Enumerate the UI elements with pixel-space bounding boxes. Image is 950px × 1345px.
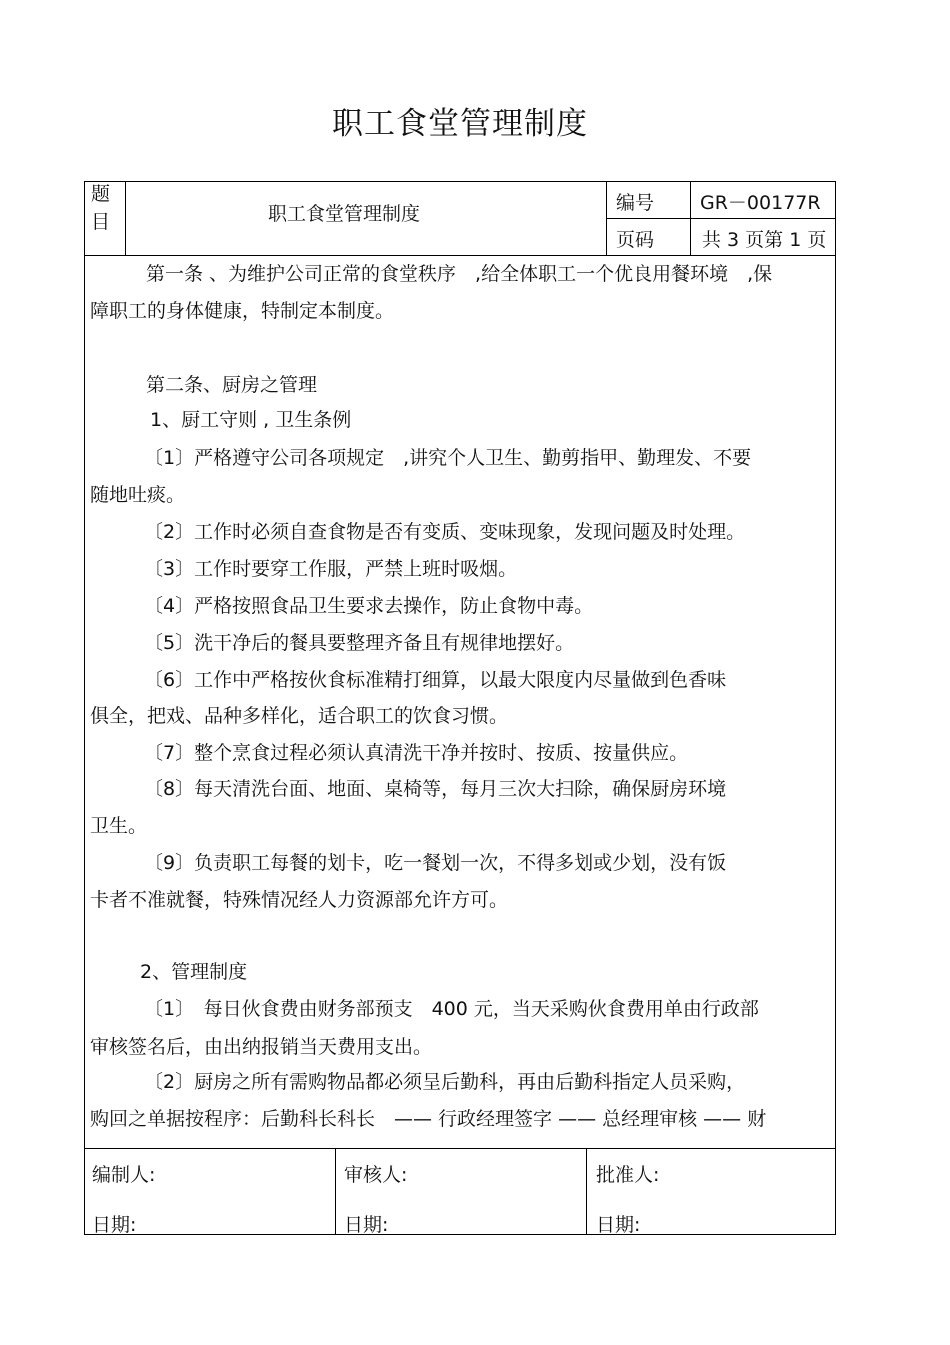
body-line: 审核签名后，由出纳报销当天费用支出。 [90,1036,433,1058]
body-line: 〔3〕工作时要穿工作服，严禁上班时吸烟。 [144,558,518,580]
body-line: 第二条、厨房之管理 [146,374,318,396]
body-line: 卫生。 [90,815,148,837]
page-value: 共 3 页第 1 页 [702,229,827,251]
header-col-divider-3 [690,181,691,255]
body-line: 卡者不准就餐，特殊情况经人力资源部允许方可。 [90,889,509,911]
footer-top-border [84,1148,836,1149]
header-divider-number-page [606,218,836,219]
approved-date-label: 日期: [596,1214,641,1236]
body-line: 〔1〕 每日伙食费由财务部预支 400 元，当天采购伙食费用单由行政部 [144,998,759,1020]
subject-label-line2: 目 [91,211,111,233]
body-line: 第一条 、为维护公司正常的食堂秩序 ,给全体职工一个优良用餐环境 ,保 [146,263,773,285]
footer-col-divider-1 [335,1148,336,1235]
footer-col-divider-2 [586,1148,587,1235]
body-line: 障职工的身体健康，特制定本制度。 [90,300,395,322]
body-line: 〔2〕工作时必须自查食物是否有变质、变味现象，发现问题及时处理。 [144,521,746,543]
body-line: 〔7〕整个烹食过程必须认真清洗干净并按时、按质、按量供应。 [144,742,689,764]
subject-label-line1: 题 [91,183,111,205]
header-col-divider-2 [606,181,607,255]
body-line: 俱全，把戏、品种多样化，适合职工的饮食习惯。 [90,705,509,727]
body-line: 〔8〕每天清洗台面、地面、桌椅等，每月三次大扫除，确保厨房环境 [144,778,727,800]
approved-by-label: 批准人: [596,1164,660,1186]
page-label: 页码 [616,229,655,251]
number-value: GR－00177R [700,192,821,214]
body-line: 〔6〕工作中严格按伙食标准精打细算，以最大限度内尽量做到色香味 [144,669,727,691]
body-line: 〔5〕洗干净后的餐具要整理齐备且有规律地摆好。 [144,632,575,654]
header-col-divider-1 [125,181,126,255]
reviewed-date-label: 日期: [344,1214,389,1236]
body-line: 购回之单据按程序：后勤科长科长 —— 行政经理签字 —— 总经理审核 —— 财 [90,1108,767,1130]
body-line: 1、厨工守则 , 卫生条例 [150,409,352,431]
body-line: 2、管理制度 [140,961,248,983]
body-line: 随地吐痰。 [90,484,186,506]
page-title: 职工食堂管理制度 [332,106,588,142]
body-line: 〔2〕厨房之所有需购物品都必须呈后勤科，再由后勤科指定人员采购， [144,1071,746,1093]
number-label: 编号 [616,192,655,214]
prepared-date-label: 日期: [92,1214,137,1236]
body-line: 〔1〕严格遵守公司各项规定 ,讲究个人卫生、勤剪指甲、勤理发、不要 [144,447,752,469]
header-bottom-border [84,255,836,256]
body-line: 〔4〕严格按照食品卫生要求去操作，防止食物中毒。 [144,595,594,617]
subject-value: 职工食堂管理制度 [268,203,421,225]
prepared-by-label: 编制人: [92,1164,156,1186]
reviewed-by-label: 审核人: [344,1164,408,1186]
body-line: 〔9〕负责职工每餐的划卡，吃一餐划一次，不得多划或少划，没有饭 [144,852,727,874]
